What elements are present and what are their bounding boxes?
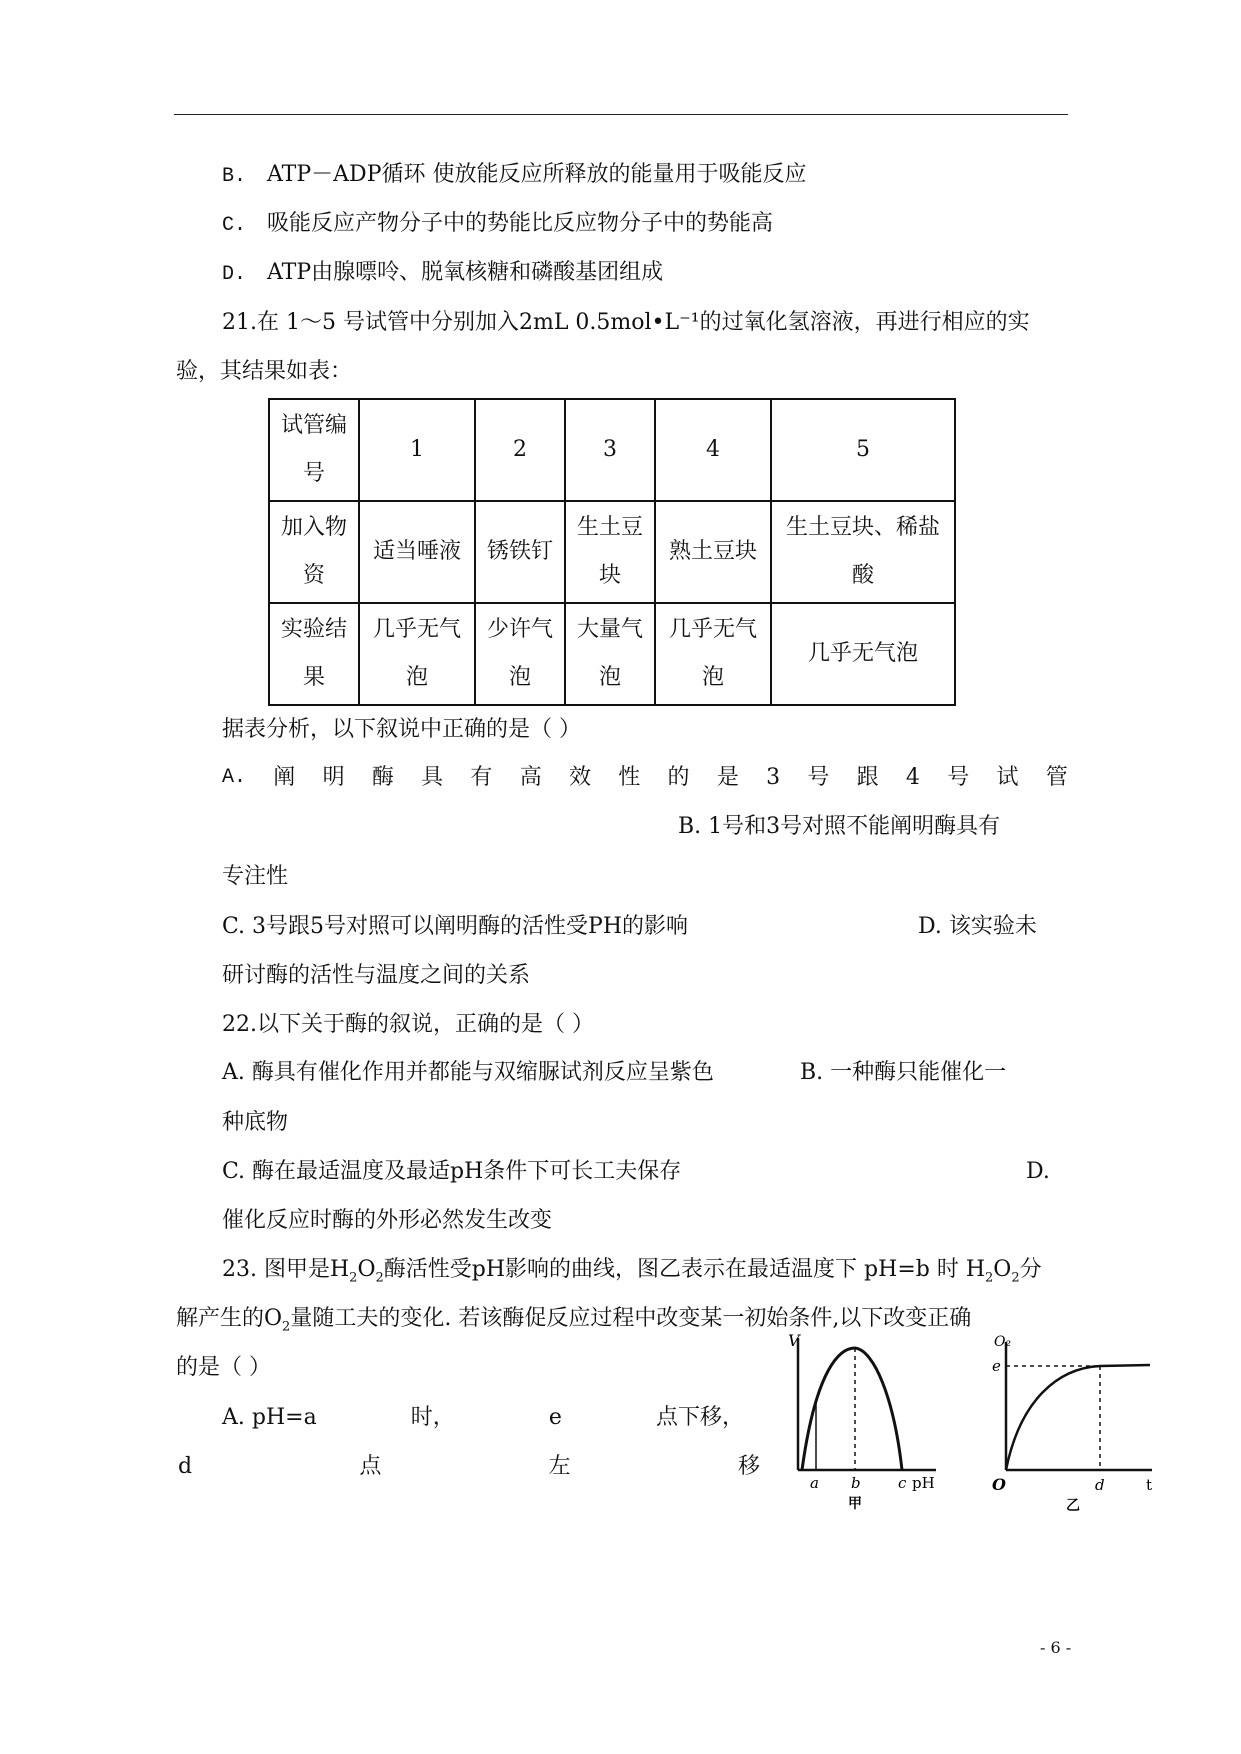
table-cell: 加入物资 bbox=[269, 501, 359, 603]
page-number: - 6 - bbox=[1040, 1638, 1072, 1657]
figure-caption-yi: 乙 bbox=[1066, 1498, 1080, 1514]
q20-option-d: D. ATP由腺嘌呤、脱氧核糖和磷酸基团组成 bbox=[222, 260, 664, 286]
table-cell: 3 bbox=[565, 399, 655, 501]
figure-caption-jia: 甲 bbox=[848, 1496, 862, 1512]
table-cell: 生土豆块、稀盐酸 bbox=[771, 501, 955, 603]
q21-stem-line2: 验，其结果如表： bbox=[176, 359, 353, 384]
q23-option-a: A. pH=a 时， e 点下移， bbox=[222, 1405, 744, 1430]
q22-option-b: B. 一种酶只能催化一 bbox=[800, 1060, 1007, 1085]
origin-label: O bbox=[992, 1475, 1006, 1494]
figure-yi bbox=[980, 1330, 1170, 1514]
q21-option-d-cont: 研讨酶的活性与温度之间的关系 bbox=[222, 963, 531, 988]
activity-curve bbox=[802, 1348, 902, 1470]
q21-question: 据表分析，以下叙说中正确的是（ ） bbox=[222, 717, 581, 742]
q21-option-b-cont: 专注性 bbox=[222, 864, 289, 889]
table-cell: 1 bbox=[359, 399, 475, 501]
q21-option-a: A. 阐 明 酶 具 有 高 效 性 的 是 3 号 跟 4 号 试 管 bbox=[222, 765, 1068, 790]
x-axis-label: pH bbox=[912, 1474, 935, 1492]
table-cell: 适当唾液 bbox=[359, 501, 475, 603]
table-cell: 大量气泡 bbox=[565, 603, 655, 705]
y-axis-label: O₂ bbox=[994, 1334, 1012, 1350]
table-row-result bbox=[269, 603, 955, 705]
q22-option-c: C. 酶在最适温度及最适pH条件下可长工夫保存 bbox=[222, 1159, 682, 1184]
table-cell: 5 bbox=[771, 399, 955, 501]
tick-a: a bbox=[810, 1474, 819, 1492]
table-cell: 试管编号 bbox=[269, 399, 359, 501]
q20-option-c: C. 吸能反应产物分子中的势能比反应物分子中的势能高 bbox=[222, 211, 774, 237]
tick-c: c bbox=[898, 1474, 907, 1492]
table-cell: 生土豆块 bbox=[565, 501, 655, 603]
q21-option-b: B. 1号和3号对照不能阐明酶具有 bbox=[678, 814, 1001, 839]
table-cell: 2 bbox=[475, 399, 565, 501]
header-rule bbox=[174, 114, 1068, 115]
x-axis-label: t bbox=[1146, 1476, 1153, 1494]
q21-option-d: D. 该实验未 bbox=[918, 914, 1037, 939]
q23-option-a-cont: d 点 左 移 bbox=[178, 1454, 760, 1479]
tick-b: b bbox=[851, 1474, 861, 1492]
table-cell: 熟土豆块 bbox=[655, 501, 771, 603]
q21-results-table bbox=[268, 398, 956, 706]
q22-option-d-cont: 催化反应时酶的外形必然发生改变 bbox=[222, 1208, 553, 1233]
tick-d: d bbox=[1095, 1476, 1105, 1494]
q21-option-c: C. 3号跟5号对照可以阐明酶的活性受PH的影响 bbox=[222, 914, 689, 939]
table-cell: 几乎无气泡 bbox=[359, 603, 475, 705]
q22-option-d: D. bbox=[1026, 1159, 1050, 1184]
q22-stem: 22.以下关于酶的叙说，正确的是（ ） bbox=[222, 1012, 594, 1037]
q22-option-b-cont: 种底物 bbox=[222, 1110, 289, 1135]
q23-stem-line3: 的是（ ） bbox=[176, 1355, 271, 1380]
table-cell: 实验结果 bbox=[269, 603, 359, 705]
table-cell: 几乎无气泡 bbox=[771, 603, 955, 705]
table-cell: 4 bbox=[655, 399, 771, 501]
q23-stem-line2: 解产生的$O_2$量随工夫的变化. 若该酶促反应过程中改变某一初始条件,以下改变正确 bbox=[176, 1306, 972, 1335]
q21-stem-line1: 21.在 1～5 号试管中分别加入2mL 0.5mol•L⁻¹的过氧化氢溶液，再进行相应的实 bbox=[222, 310, 1030, 335]
o2-curve bbox=[1006, 1365, 1150, 1470]
y-axis-label: V bbox=[788, 1331, 800, 1350]
table-row-substance bbox=[269, 501, 955, 603]
table-cell: 几乎无气泡 bbox=[655, 603, 771, 705]
q23-stem-line1: 23. 图甲是$H_2O_2$酶活性受pH影响的曲线，图乙表示在最适温度下 pH=b 时 $H_2O_2$分 bbox=[222, 1257, 1042, 1286]
table-row-header bbox=[269, 399, 955, 501]
level-label-e: e bbox=[992, 1357, 1001, 1375]
q22-option-a: A. 酶具有催化作用并都能与双缩脲试剂反应呈紫色 bbox=[222, 1060, 714, 1085]
q20-option-b: B. ATP－ADP循环 使放能反应所释放的能量用于吸能反应 bbox=[222, 162, 807, 188]
table-cell: 少许气泡 bbox=[475, 603, 565, 705]
table-cell: 锈铁钉 bbox=[475, 501, 565, 603]
figure-jia bbox=[776, 1328, 956, 1512]
